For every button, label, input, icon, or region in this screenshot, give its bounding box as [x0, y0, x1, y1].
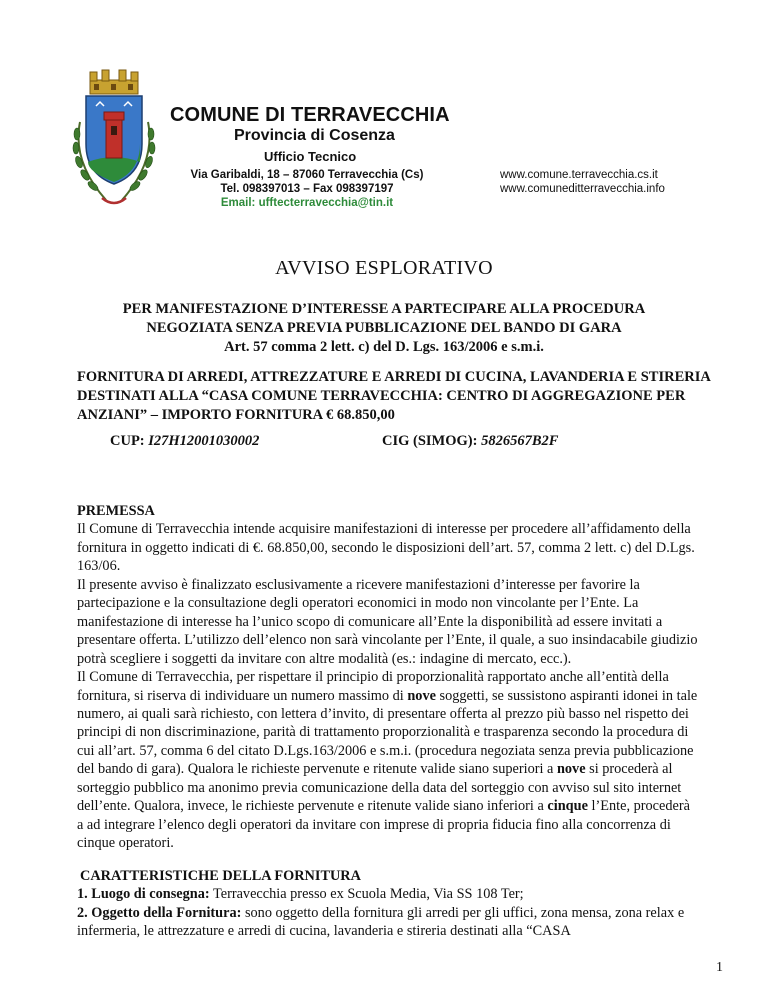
- address: Via Garibaldi, 18 – 87060 Terravecchia (Cs): [190, 169, 424, 181]
- email-link[interactable]: Email: ufftecterravecchia@tin.it: [220, 197, 394, 209]
- document-subtitle: [0, 300, 768, 357]
- cig-value: 5826567B2F: [481, 433, 559, 449]
- caratteristiche-item-2: 2. Oggetto della Fornitura: sono oggetto della fornitura gli arredi per gli uffici, zona mensa, zona relax e infermeria, le attrezzature e arredi di cucina, lavanderia e stireria destinati alla “CASA: [77, 904, 685, 939]
- cup-label: CUP:: [110, 433, 145, 449]
- document-body: [77, 502, 699, 940]
- crown-icon: [90, 70, 138, 94]
- phone: Tel. 098397013 – Fax 098397197: [220, 183, 394, 195]
- coat-of-arms: [66, 62, 162, 222]
- document-title: AVVISO ESPLORATIVO: [275, 257, 493, 279]
- subtitle-line-2: NEGOZIATA SENZA PREVIA PUBBLICAZIONE DEL BANDO DI GARA: [146, 320, 622, 336]
- cup-value: I27H12001030002: [148, 433, 260, 449]
- shield-icon: [86, 96, 142, 184]
- cup-code: [110, 433, 259, 450]
- caratteristiche-heading: CARATTERISTICHE DELLA FORNITURA: [80, 867, 361, 884]
- premessa-paragraph-1: Il Comune di Terravecchia intende acquisire manifestazioni di interesse per procedere all’affidamento della fornitura in oggetto indicati di €. 68.850,00, secondo le disposizioni dell’art. 57, comma 2 lett. c) del D.Lgs. 163/06.: [77, 521, 695, 575]
- premessa-paragraph-2: Il presente avviso è finalizzato esclusivamente a ricevere manifestazioni d’interesse per favorire la partecipazione e la consultazione degli operatori economici in modo non vincolante per l’Ente. La manifestazione di interesse ha l’unico scopo di comunicare all’Ente la disponibilità ad essere invitati a presentare offerta. L’utilizzo dell’elenco non sarà vincolante per l’Ente, il quale, a suo insindacabile giudizio potrà scegliere i soggetti da invitare con altre modalità (es.: indagine di mercato, ecc.).: [77, 576, 698, 667]
- premessa-heading: PREMESSA: [77, 503, 155, 519]
- subtitle-line-3: Art. 57 comma 2 lett. c) del D. Lgs. 163/2006 e s.m.i.: [224, 339, 544, 355]
- subtitle-line-1: PER MANIFESTAZIONE D’INTERESSE A PARTECIPARE ALLA PROCEDURA: [122, 301, 646, 317]
- page-number: 1: [716, 960, 723, 975]
- website-link-1[interactable]: www.comune.terravecchia.cs.it: [500, 169, 658, 181]
- fornitura-heading: FORNITURA DI ARREDI, ATTREZZATURE E ARREDI DI CUCINA, LAVANDERIA E STIRERIA DESTINATI ALLA “CASA COMUNE TERRAVECCHIA: CENTRO DI AGGREGAZIONE PER ANZIANI” – IMPORTO FORNITURA € 68.850,00: [77, 369, 711, 423]
- cig-label: CIG (SIMOG):: [382, 433, 478, 449]
- premessa-paragraph-3: Il Comune di Terravecchia, per rispettare il principio di proporzionalità rapportato anche all’entità della fornitura, si riserva di individuare un numero massimo di nove soggetti, se sussistono aspiranti idonei in tale numero, ai quali sarà richiesto, con lettera d’invito, di presentare offerta al prezzo più basso nel rispetto dei principi di non discriminazione, parità di trattamento proporzionalità e trasparenza secondo la procedura di cui all’art. 57, comma 6 del citato D.Lgs.163/2006 e s.m.i. (procedura negoziata senza previa pubblicazione del bando di gara). Qualora le richieste pervenute e ritenute valide siano superiori a nove si procederà al sorteggio pubblico ma anonimo previa comunicazione della data del sorteggio con avviso sul sito internet dell’ente. Qualora, invece, le richieste pervenute e ritenute valide siano inferiori a cinque l’Ente, procederà a ad integrare l’elenco degli operatori da invitare con imprese di propria fiducia fino alla concorrenza di cinque operatori.: [77, 669, 698, 852]
- comune-title: COMUNE DI TERRAVECCHIA: [170, 104, 450, 126]
- ufficio-subtitle: Ufficio Tecnico: [264, 149, 357, 164]
- cig-code: [382, 433, 558, 450]
- caratteristiche-item-1: 1. Luogo di consegna: Terravecchia presso ex Scuola Media, Via SS 108 Ter;: [77, 886, 524, 903]
- contact-block: [172, 168, 442, 210]
- website-block: [500, 168, 665, 196]
- website-link-2[interactable]: www.comuneditterravecchia.info: [500, 183, 665, 195]
- provincia-subtitle: Provincia di Cosenza: [234, 127, 395, 144]
